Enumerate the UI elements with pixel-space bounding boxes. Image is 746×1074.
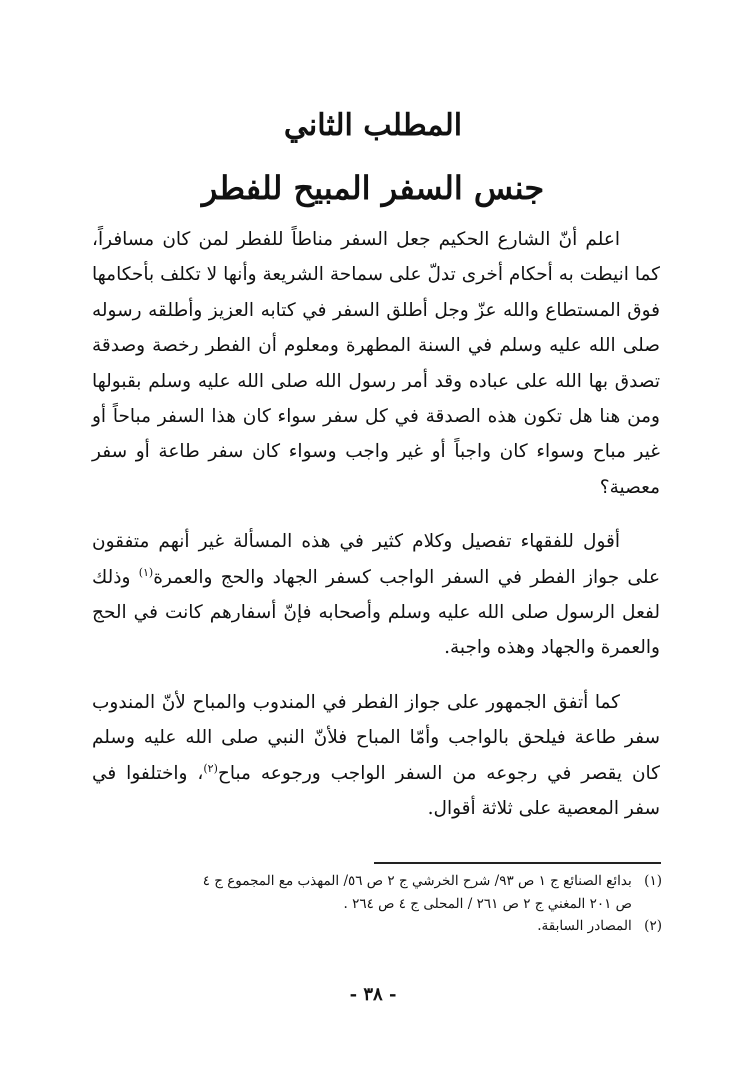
section-title: المطلب الثاني <box>283 108 463 143</box>
paragraph-2 <box>92 524 660 666</box>
page-number: - ٣٨ - <box>349 984 397 1005</box>
footnote-2-number: (٢) <box>644 918 662 934</box>
footnote-2-line-1: المصادر السابقة. <box>537 918 632 934</box>
paragraph-2-text-b: وذلك لفعل الرسول صلى الله عليه وسلم وأصحابه فإنّ أسفارهم كانت في الحج والعمرة والجهاد وهذه واجبة. <box>92 566 660 659</box>
footnote-1-line-2: ص ٢٠١ المغني ج ٢ ص ٢٦١ / المحلى ج ٤ ص ٢٦٤ . <box>343 895 632 912</box>
footnote-1 <box>96 870 662 893</box>
paragraph-1-text: اعلم أنّ الشارع الحكيم جعل السفر مناطاً للفطر لمن كان مسافراً، كما انيطت به أحكام أخرى تدلّ على سماحة الشريعة وأنها لا تكلف بأحكامها فوق المستطاع والله عزّ وجل أطلق السفر في كتابه العزيز وأطلقه رسوله صلى الله عليه وسلم في السنة المطهرة ومعلوم أن الفطر رخصة وصدقة تصدق بها الله على عباده وقد أمر رسول الله صلى الله عليه وسلم بقبولها ومن هنا هل تكون هذه الصدقة في كل سفر سواء كان هذا السفر مباحاً أو غير مباح وسواء كان واجباً أو غير واجب وسواء كان سفر طاعة أو سفر معصية؟ <box>92 229 660 498</box>
paragraph-3-text-a: كما أتفق الجمهور على جواز الفطر في المندوب والمباح لأنّ المندوب سفر طاعة فيلحق بالواجب وأمّا المباح فلأنّ النبي صلى الله عليه وسلم كان يقصر في رجوعه من السفر الواجب ورجوعه مباح <box>92 691 660 784</box>
footnotes <box>96 870 662 938</box>
footnote-divider <box>374 862 661 864</box>
footnote-1-line-1: بدائع الصنائع ج ١ ص ٩٣/ شرح الخرشي ج ٢ ص ٥٦/ المهذب مع المجموع ج ٤ <box>202 873 632 889</box>
section-subtitle: جنس السفر المبيح للفطر <box>201 169 545 207</box>
footnote-1-number: (١) <box>644 873 662 889</box>
paragraph-2-text-a: أقول للفقهاء تفصيل وكلام كثير في هذه المسألة غير أنهم متفقون على جواز الفطر في السفر الواجب كسفر الجهاد والحج والعمرة <box>92 531 661 588</box>
body-text <box>92 222 660 827</box>
footnote-ref-1[interactable]: (١) <box>138 565 154 579</box>
footnote-ref-2[interactable]: (٢) <box>203 761 218 775</box>
paragraph-1 <box>92 222 660 505</box>
paragraph-3 <box>92 685 660 827</box>
footnote-2 <box>96 915 662 938</box>
footnote-1-continuation <box>96 893 662 916</box>
paragraph-3-text-b: ، واختلفوا في سفر المعصية على ثلاثة أقوال. <box>92 762 660 820</box>
